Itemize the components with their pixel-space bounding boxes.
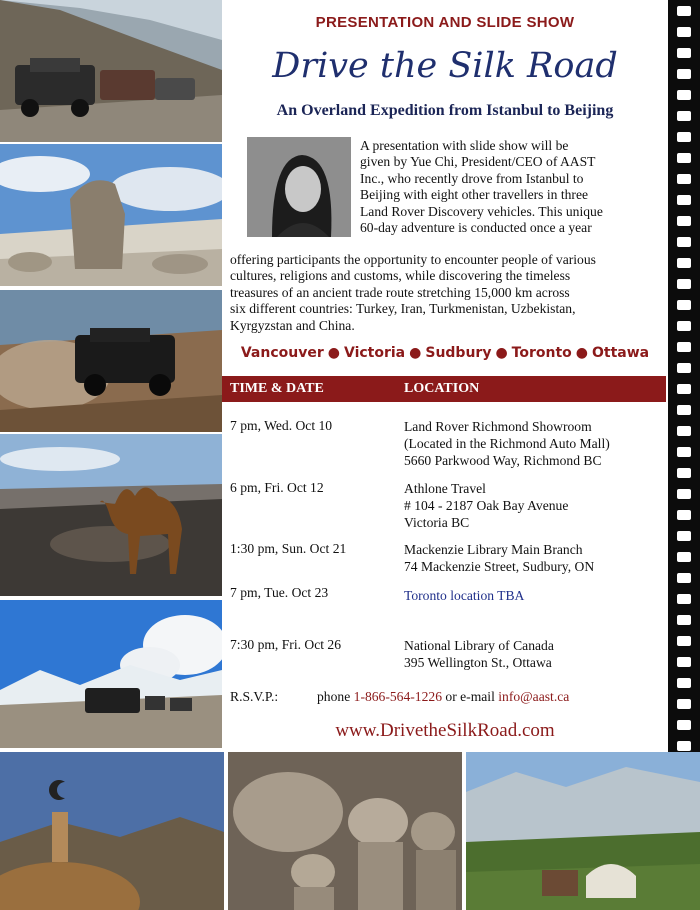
- film-sprocket-hole: [677, 594, 691, 604]
- email-link[interactable]: info@aast.ca: [498, 689, 570, 704]
- film-sprocket-hole: [677, 69, 691, 79]
- location-tba: Toronto location TBA: [404, 588, 525, 603]
- phone-prefix: phone: [317, 689, 351, 704]
- film-sprocket-hole: [677, 132, 691, 142]
- schedule-location: [404, 541, 664, 575]
- film-sprocket-hole: [677, 678, 691, 688]
- intro-line: Inc., who recently drove from Istanbul to: [360, 170, 584, 186]
- schedule-time: 7 pm, Tue. Oct 23: [230, 585, 329, 600]
- schedule-location: [404, 480, 664, 531]
- schedule-location: [404, 587, 664, 604]
- film-sprocket-hole: [677, 615, 691, 625]
- film-strip-border: [668, 0, 700, 752]
- intro-line: given by Yue Chi, President/CEO of AAST: [360, 154, 596, 170]
- film-sprocket-hole: [677, 489, 691, 499]
- photo-terracotta-warriors: [228, 752, 462, 910]
- film-sprocket-hole: [677, 405, 691, 415]
- film-sprocket-hole: [677, 552, 691, 562]
- intro-line: Land Rover Discovery vehicles. This unique: [360, 203, 603, 219]
- intro-line: six different countries: Turkey, Iran, Turkmenistan, Uzbekistan,: [230, 301, 576, 317]
- film-sprocket-hole: [677, 258, 691, 268]
- city-separator: ●: [575, 345, 588, 361]
- film-sprocket-hole: [677, 153, 691, 163]
- film-sprocket-hole: [677, 447, 691, 457]
- page-title: Drive the Silk Road: [272, 46, 618, 86]
- film-sprocket-hole: [677, 384, 691, 394]
- photo-land-rovers-mountain-road: [0, 0, 222, 142]
- location-line: Land Rover Richmond Showroom: [404, 419, 592, 434]
- city-victoria: Victoria: [343, 345, 406, 361]
- film-sprocket-hole: [677, 174, 691, 184]
- film-sprocket-hole: [677, 321, 691, 331]
- film-sprocket-hole: [677, 363, 691, 373]
- schedule-time: 1:30 pm, Sun. Oct 21: [230, 541, 347, 556]
- city-ottawa: Ottawa: [592, 345, 650, 361]
- film-sprocket-hole: [677, 342, 691, 352]
- intro-line: treasures of an ancient trade route stretching 15,000 km across: [230, 284, 570, 300]
- film-sprocket-hole: [677, 90, 691, 100]
- location-line: Athlone Travel: [404, 481, 486, 496]
- time-date-header: TIME & DATE: [230, 381, 324, 396]
- city-sudbury: Sudbury: [425, 345, 492, 361]
- film-sprocket-hole: [677, 195, 691, 205]
- location-line: National Library of Canada: [404, 638, 554, 653]
- intro-line: 60-day adventure is conducted once a year: [360, 220, 592, 236]
- city-vancouver: Vancouver: [240, 345, 324, 361]
- film-sprocket-hole: [677, 657, 691, 667]
- film-sprocket-hole: [677, 510, 691, 520]
- film-sprocket-hole: [677, 636, 691, 646]
- intro-line: cultures, religions and customs, while discovering the timeless: [230, 268, 571, 284]
- film-sprocket-hole: [677, 699, 691, 709]
- city-separator: ●: [327, 345, 340, 361]
- photo-mosque-dome-crescent: [0, 752, 224, 910]
- location-line: Mackenzie Library Main Branch: [404, 542, 583, 557]
- rsvp-contact: [317, 689, 569, 705]
- website-link[interactable]: www.DrivetheSilkRoad.com: [335, 720, 555, 741]
- location-line: # 104 - 2187 Oak Bay Avenue: [404, 498, 569, 513]
- film-sprocket-hole: [677, 741, 691, 751]
- intro-line: Kyrgyzstan and China.: [230, 317, 355, 333]
- rsvp-label: R.S.V.P.:: [230, 689, 279, 704]
- location-line: (Located in the Richmond Auto Mall): [404, 436, 610, 451]
- email-prefix: or e-mail: [445, 689, 495, 704]
- film-sprocket-hole: [677, 279, 691, 289]
- intro-paragraph-bottom: [230, 252, 662, 334]
- location-line: 74 Mackenzie Street, Sudbury, ON: [404, 559, 595, 574]
- schedule-time: 7:30 pm, Fri. Oct 26: [230, 637, 342, 652]
- intro-line: offering participants the opportunity to encounter people of various: [230, 252, 596, 267]
- page-subtitle: An Overland Expedition from Istanbul to Beijing: [276, 102, 614, 119]
- city-separator: ●: [409, 345, 422, 361]
- location-line: 5660 Parkwood Way, Richmond BC: [404, 453, 602, 468]
- film-sprocket-hole: [677, 48, 691, 58]
- schedule-time: 6 pm, Fri. Oct 12: [230, 480, 324, 495]
- phone-number[interactable]: 1-866-564-1226: [353, 689, 442, 704]
- photo-stone-head-statue: [0, 144, 222, 286]
- schedule-location: [404, 637, 664, 671]
- city-list: [222, 345, 668, 361]
- presentation-kicker: PRESENTATION AND SLIDE SHOW: [315, 14, 575, 31]
- film-sprocket-hole: [677, 426, 691, 436]
- photo-suv-dust-desert: [0, 290, 222, 432]
- film-sprocket-hole: [677, 237, 691, 247]
- intro-line: A presentation with slide show will be: [360, 138, 569, 153]
- photo-convoy-snowy-mountains: [0, 600, 222, 748]
- intro-line: Beijing with eight other travellers in three: [360, 187, 589, 203]
- schedule-header: [222, 376, 666, 402]
- city-separator: ●: [495, 345, 508, 361]
- intro-paragraph-top: [360, 138, 660, 236]
- photo-camel: [0, 434, 222, 596]
- film-sprocket-hole: [677, 216, 691, 226]
- photo-yurt-grassland: [466, 752, 700, 910]
- location-header: LOCATION: [404, 381, 480, 396]
- city-toronto: Toronto: [511, 345, 572, 361]
- schedule-location: [404, 418, 664, 469]
- film-sprocket-hole: [677, 27, 691, 37]
- film-sprocket-hole: [677, 720, 691, 730]
- location-line: Victoria BC: [404, 515, 470, 530]
- film-sprocket-hole: [677, 300, 691, 310]
- film-sprocket-hole: [677, 573, 691, 583]
- film-sprocket-hole: [677, 531, 691, 541]
- schedule-time: 7 pm, Wed. Oct 10: [230, 418, 333, 433]
- film-sprocket-hole: [677, 111, 691, 121]
- location-line: 395 Wellington St., Ottawa: [404, 655, 552, 670]
- presenter-portrait: [247, 137, 351, 237]
- film-sprocket-hole: [677, 468, 691, 478]
- film-sprocket-hole: [677, 6, 691, 16]
